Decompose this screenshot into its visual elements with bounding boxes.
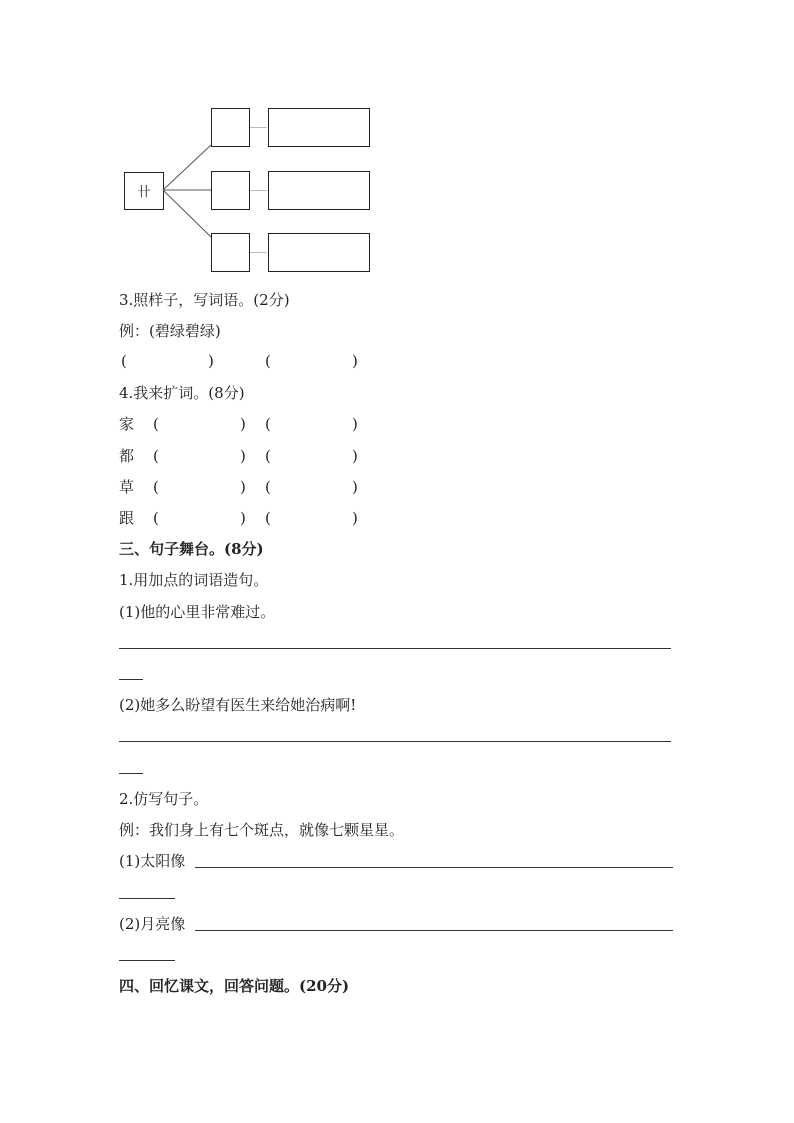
answer-line-4[interactable] (195, 930, 673, 931)
section3-title: 三、句子舞台。(8分) (119, 540, 264, 558)
connector-1 (250, 127, 267, 128)
connector-2 (250, 190, 267, 191)
char-box-3[interactable] (211, 233, 250, 272)
q4-close-1a: ) (240, 415, 246, 433)
section3-item4: (2)月亮像 (119, 915, 186, 933)
answer-line-1[interactable] (119, 648, 671, 649)
answer-line-2[interactable] (119, 741, 671, 742)
root-char: 卄 (137, 185, 151, 200)
q4-close-3a: ) (240, 478, 246, 496)
word-box-3[interactable] (268, 233, 370, 272)
q4-open-1b: ( (265, 415, 271, 433)
q4-open-2b: ( (265, 447, 271, 465)
q4-open-2a: ( (153, 447, 159, 465)
q4-close-4a: ) (240, 509, 246, 527)
answer-line-3[interactable] (195, 867, 673, 868)
q4-close-3b: ) (352, 478, 358, 496)
word-box-1[interactable] (268, 108, 370, 147)
q4-close-4b: ) (352, 509, 358, 527)
section3-item3: (1)太阳像 (119, 852, 186, 870)
q3-blank2-close: ) (352, 352, 358, 370)
section3-item1: (1)他的心里非常难过。 (119, 603, 276, 621)
q4-char: 草 (119, 478, 135, 496)
q4-title: 4.我来扩词。(8分) (119, 384, 245, 402)
q3-blank1-close: ) (208, 352, 214, 370)
section3-example: 例：我们身上有七个斑点，就像七颗星星。 (119, 821, 405, 839)
section4-title: 四、回忆课文，回答问题。(20分) (119, 977, 350, 995)
q4-close-1b: ) (352, 415, 358, 433)
q4-char: 跟 (119, 509, 135, 527)
q4-open-4b: ( (265, 509, 271, 527)
word-box-2[interactable] (268, 171, 370, 210)
q3-blank1-open: ( (121, 352, 127, 370)
connector-3 (250, 252, 267, 253)
answer-line-2-tail[interactable] (119, 773, 143, 774)
q4-open-3a: ( (153, 478, 159, 496)
section3-sub2: 2.仿写句子。 (119, 790, 209, 808)
char-box-1[interactable] (211, 108, 250, 147)
q3-title: 3.照样子，写词语。(2分) (119, 291, 290, 309)
q4-open-1a: ( (153, 415, 159, 433)
q4-char: 家 (119, 415, 135, 433)
q4-open-3b: ( (265, 478, 271, 496)
q4-open-4a: ( (153, 509, 159, 527)
q4-close-2a: ) (240, 447, 246, 465)
char-box-2[interactable] (211, 171, 250, 210)
q3-blank2-open: ( (265, 352, 271, 370)
section3-item2: (2)她多么盼望有医生来给她治病啊! (119, 696, 357, 714)
answer-line-3-tail[interactable] (119, 898, 175, 899)
q4-char: 都 (119, 447, 135, 465)
q4-close-2b: ) (352, 447, 358, 465)
answer-line-4-tail[interactable] (119, 960, 175, 961)
answer-line-1-tail[interactable] (119, 679, 143, 680)
q3-example: 例：(碧绿碧绿) (119, 322, 221, 340)
section3-sub1: 1.用加点的词语造句。 (119, 571, 269, 589)
